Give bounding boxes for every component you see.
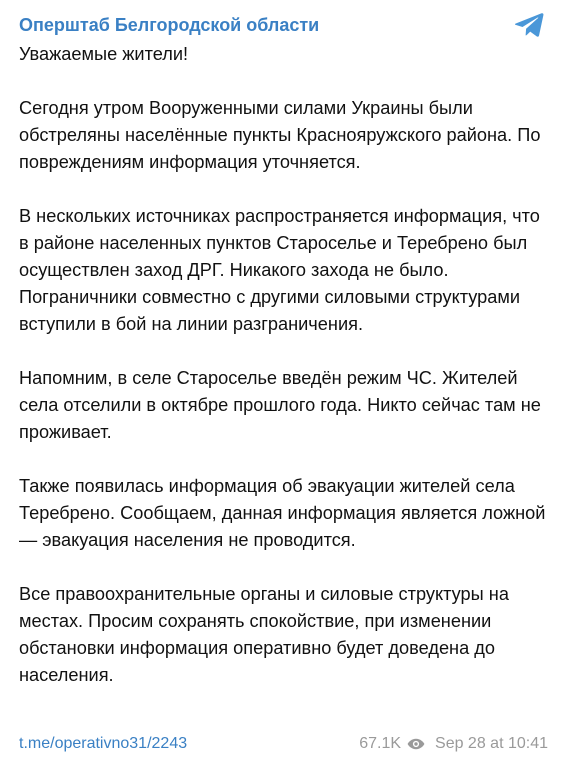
post-meta <box>359 735 548 753</box>
telegram-icon[interactable] <box>513 11 545 39</box>
post-header <box>19 14 548 36</box>
message-paragraph: Напомним, в селе Староселье введён режим ЧС. Жителей села отселили в октябре прошлого года. Никто сейчас там не проживает. <box>19 368 541 442</box>
channel-name[interactable]: Оперштаб Белгородской области <box>19 14 320 35</box>
message-paragraph: Уважаемые жители! <box>19 44 189 64</box>
view-count: 67.1K <box>359 735 402 752</box>
message-paragraph: Все правоохранительные органы и силовые структуры на местах. Просим сохранять спокойствие, при изменении обстановки информация оперативно будет доведена до населения. <box>19 584 509 685</box>
post-link[interactable]: t.me/operativno31/2243 <box>19 735 188 752</box>
message-paragraph: В нескольких источниках распространяется информация, что в районе населенных пунктов Староселье и Теребрено был осуществлен заход ДРГ. Никакого захода не было. Пограничники совместно с другими силовыми структурами вступили в бой на линии разграничения. <box>19 206 540 334</box>
eye-icon <box>407 738 425 750</box>
message-paragraph: Сегодня утром Вооруженными силами Украины были обстреляны населённые пункты Краснояружского района. По повреждениям информация уточняется. <box>19 98 541 172</box>
message-paragraph: Также появилась информация об эвакуации жителей села Теребрено. Сообщаем, данная информация является ложной — эвакуация населения не проводится. <box>19 476 546 550</box>
post-footer <box>19 733 548 755</box>
message-text <box>19 41 548 689</box>
post-date: Sep 28 at 10:41 <box>435 735 548 752</box>
